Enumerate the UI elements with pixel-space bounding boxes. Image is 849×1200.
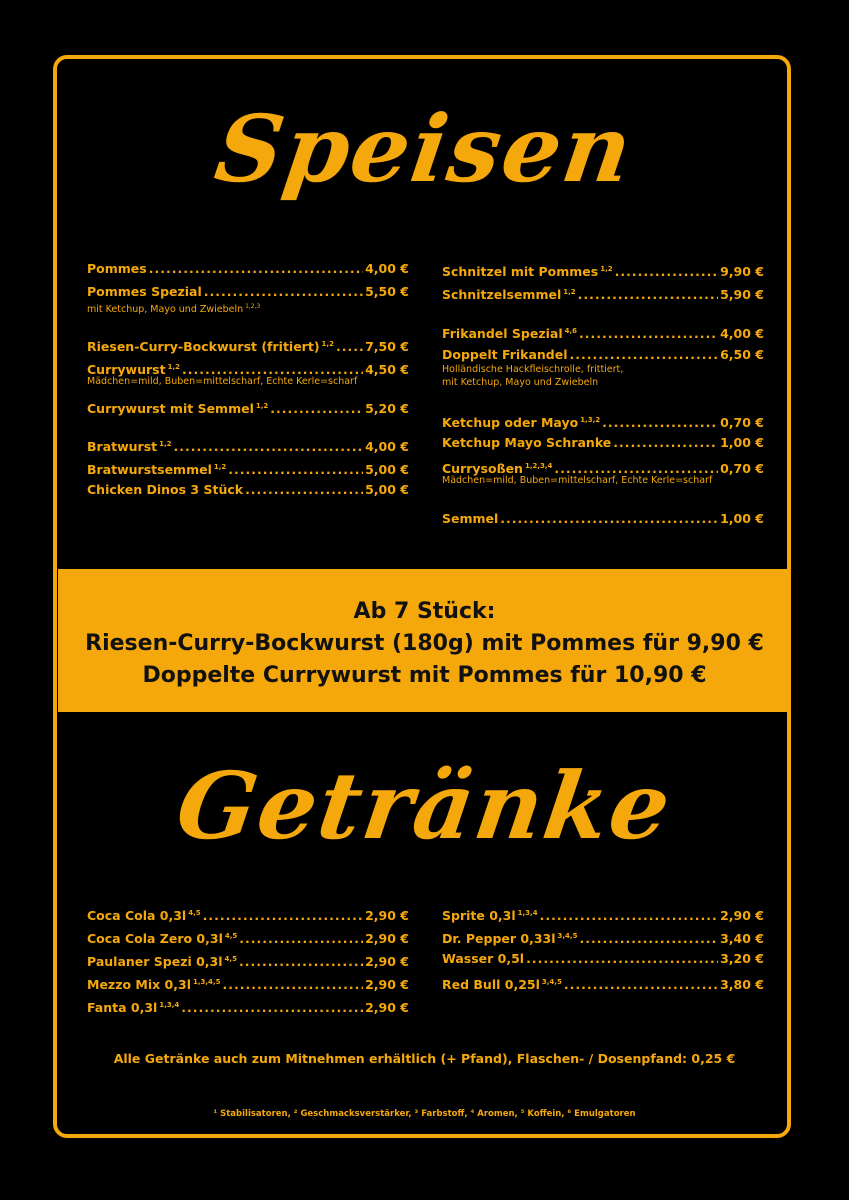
item-name: Doppelt Frikandel [442,347,568,362]
item-description: mit Ketchup, Mayo und Zwiebeln $^{1,2,3}$ [87,303,261,315]
additive-numbers: 1,2 [213,463,227,471]
speisen-title: Speisen [209,95,640,203]
item-description: Mädchen=mild, Buben=mittelscharf, Echte Kerle=scharf [442,475,713,486]
additive-numbers: 1,3,4 [517,909,538,917]
leader-dots [336,339,363,355]
item-name: Schnitzel mit Pommes $^{1,2}$ [442,264,613,279]
speisen-item [442,511,764,527]
drink-item [442,928,764,944]
item-name: Ketchup Mayo Schranke [442,435,612,450]
speisen-item [87,459,409,475]
item-name: Dr. Pepper 0,33l $^{3,4,5}$ [442,931,578,946]
speisen-item [87,284,409,316]
item-price: 2,90 € [365,931,409,946]
drink-item [442,905,764,921]
item-name: Schnitzelsemmel $^{1,2}$ [442,287,576,302]
speisen-item [442,284,764,300]
leader-dots [615,264,718,280]
additive-numbers: 3,4,5 [557,932,578,940]
item-name: Mezzo Mix 0,3l $^{1,3,4,5}$ [87,977,221,992]
item-price: 0,70 € [720,415,764,430]
additive-numbers: 1,2,3,4 [524,462,553,470]
item-price: 3,80 € [720,977,764,992]
item-price: 2,90 € [365,977,409,992]
getraenke-title: Getränke [170,752,679,860]
additive-numbers: 1,2 [255,402,269,410]
item-price: 2,90 € [365,954,409,969]
item-name: Coca Cola 0,3l $^{4,5}$ [87,908,201,923]
drink-item [442,974,764,990]
item-price: 2,90 € [720,908,764,923]
additive-numbers: 1,2 [167,363,180,371]
drink-item [442,951,764,967]
speisen-item [87,482,409,498]
item-price: 1,00 € [720,511,764,526]
item-price: 2,90 € [365,908,409,923]
additive-numbers: 1,2 [563,288,576,296]
item-name: Currywurst mit Semmel $^{1,2}$ [87,401,269,416]
item-price: 6,50 € [720,347,764,362]
leader-dots [149,261,363,277]
item-description: mit Ketchup, Mayo und Zwiebeln [442,377,599,388]
item-description: Holländische Hackfleischrolle, frittiert, [442,364,624,375]
speisen-item [87,261,409,277]
leader-dots [613,435,718,451]
leader-dots [245,482,363,498]
item-price: 5,90 € [720,287,764,302]
offer-banner [58,569,791,712]
item-price: 9,90 € [720,264,764,279]
speisen-item [442,261,764,277]
item-name: Pommes [87,261,147,276]
leader-dots [526,951,718,967]
additive-numbers: 1,3,2 [580,416,601,424]
item-name: Sprite 0,3l $^{1,3,4}$ [442,908,538,923]
item-price: 3,20 € [720,951,764,966]
item-name: Paulaner Spezi 0,3l $^{4,5}$ [87,954,237,969]
additive-numbers: 1,2 [159,440,172,448]
leader-dots [228,462,363,478]
additive-numbers: 1,3,4 [159,1001,180,1009]
drink-item [87,997,409,1013]
additive-numbers: 3,4,5 [541,978,562,986]
drink-item [87,974,409,990]
item-name: Riesen-Curry-Bockwurst (fritiert) $^{1,2}$ [87,339,334,354]
speisen-item [87,336,409,352]
item-name: Red Bull 0,25l $^{3,4,5}$ [442,977,562,992]
drinks-note: Alle Getränke auch zum Mitnehmen erhältlich (+ Pfand), Flaschen- / Dosenpfand: 0,25 € [113,1051,736,1066]
leader-dots [239,954,363,970]
leader-dots [602,415,718,431]
leader-dots [203,908,363,924]
item-name: Chicken Dinos 3 Stück [87,482,244,497]
item-name: Currywurst $^{1,2}$ [87,362,180,377]
leader-dots [270,401,363,417]
speisen-item [442,347,764,389]
leader-dots [500,511,718,527]
item-name: Semmel [442,511,499,526]
speisen-item [87,359,409,388]
leader-dots [578,287,718,303]
item-price: 5,00 € [365,482,409,497]
banner-line-3: Doppelte Currywurst mit Pommes für 10,90 € [142,663,707,688]
footnote: ¹ Stabilisatoren, ² Geschmacksverstärker, ³ Farbstoff, ⁴ Aromen, ⁵ Koffein, ⁶ Emulgatoren [213,1109,636,1119]
additive-numbers: 4,5 [224,955,237,963]
item-name: Ketchup oder Mayo $^{1,3,2}$ [442,415,601,430]
item-price: 2,90 € [365,1000,409,1015]
leader-dots [540,908,719,924]
leader-dots [222,977,363,993]
leader-dots [239,931,363,947]
item-name: Fanta 0,3l $^{1,3,4}$ [87,1000,180,1015]
item-name: Coca Cola Zero 0,3l $^{4,5}$ [87,931,238,946]
speisen-item [442,435,764,451]
additive-numbers: 1,2 [321,340,334,348]
drink-item [87,905,409,921]
item-name: Frikandel Spezial $^{4,6}$ [442,326,578,341]
speisen-item [442,458,764,487]
additive-numbers: 1,3,4,5 [192,978,221,986]
drink-item [87,928,409,944]
item-price: 4,50 € [365,362,409,377]
leader-dots [181,1000,363,1016]
leader-dots [579,931,718,947]
additive-numbers: 1,2 [600,265,613,273]
leader-dots [564,977,718,993]
leader-dots [579,326,718,342]
additive-numbers: 4,6 [564,327,578,335]
item-name: Wasser 0,5l [442,951,525,966]
leader-dots [204,284,363,300]
additive-numbers: 4,5 [224,932,238,940]
item-name: Pommes Spezial [87,284,202,299]
item-price: 4,00 € [720,326,764,341]
leader-dots [174,439,364,455]
item-price: 5,20 € [365,401,409,416]
item-name: Bratwurstsemmel $^{1,2}$ [87,462,227,477]
leader-dots [570,347,719,363]
additive-numbers: 4,5 [188,909,201,917]
item-price: 0,70 € [720,461,764,476]
item-price: 5,50 € [365,284,409,299]
item-description: Mädchen=mild, Buben=mittelscharf, Echte Kerle=scharf [87,376,358,387]
speisen-item [87,436,409,452]
item-price: 4,00 € [365,439,409,454]
speisen-item [87,398,409,414]
item-name: Currysoßen $^{1,2,3,4}$ [442,461,553,476]
banner-line-2: Riesen-Curry-Bockwurst (180g) mit Pommes für 9,90 € [85,631,764,656]
item-price: 4,00 € [365,261,409,276]
item-name: Bratwurst $^{1,2}$ [87,439,172,454]
drink-item [87,951,409,967]
item-price: 5,00 € [365,462,409,477]
item-price: 7,50 € [365,339,409,354]
item-price: 3,40 € [720,931,764,946]
speisen-item [442,323,764,339]
item-price: 1,00 € [720,435,764,450]
banner-line-1: Ab 7 Stück: [353,599,496,624]
speisen-item [442,412,764,428]
